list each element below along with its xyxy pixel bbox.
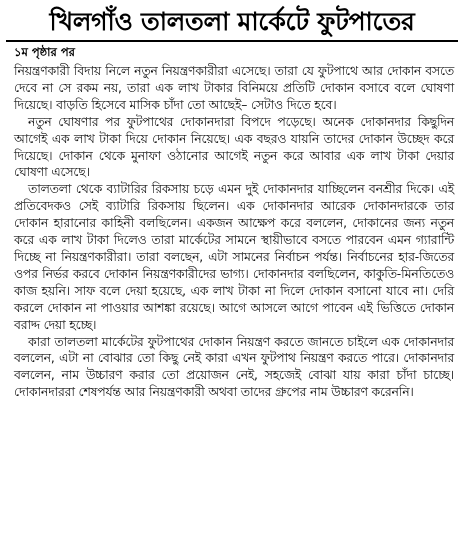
headline: খিলগাঁও তালতলা মার্কেটে ফুটপাতের [49, 7, 415, 36]
article-body [14, 63, 454, 401]
headline-bar [6, 4, 458, 42]
paragraph-2: নতুন ঘোষণার পর ফুটপাথের দোকানদারা বিপদে পড়েছে। অনেক দোকানদার কিছুদিন আগেই এক লাখ টাকা দিয়ে দোকান নিয়েছে। এক বছরও যায়নি তাদের দোকান উচ্ছেদ করে দিয়েছে। দোকান থেকে মুনাফা ওঠানোর আগেই নতুন করে আবার এক লাখ টাকা দেয়ার ঘোষণা এসেছে। [14, 114, 454, 180]
paragraph-1: নিয়ন্ত্রণকারী বিদায় নিলে নতুন নিয়ন্ত্রণকারীরা এসেছে। তারা যে ফুটপাথে আর দোকান বসতে দেবে না সে রকম নয়, তারা এক লাখ টাকার বিনিময়ে প্রতিটি দোকান বসাবে বলে ঘোষণা দিয়েছে। বাড়তি হিসেবে মাসিক চাঁদা তো আছেই– সেটাও দিতে হবে। [14, 64, 454, 112]
continuation-label: ১ম পৃষ্ঠার পর [14, 45, 75, 59]
paragraph-4: কারা তালতলা মার্কেটের ফুটপাথের দোকান নিয়ন্ত্রণ করতে জানতে চাইলে এক দোকানদার বললেন, এটা না বোঝার তো কিছু নেই কারা এখন ফুটপাথ নিয়ন্ত্রণ করতে পারে। দোকানদার বললেন, নাম উচ্চারণ করার তো প্রয়োজন নেই, সহজেই বোঝা যায় কারা চাঁদা চাচ্ছে। দোকানদাররা শেষপর্যন্ত আর নিয়ন্ত্রণকারী অথবা তাদের গ্রুপের নাম উচ্চারণ করেননি। [14, 334, 454, 400]
paragraph-3: তালতলা থেকে ব্যাটারির রিকসায় চড়ে এমন দুই দোকানদার যাচ্ছিলেন বনশ্রীর দিকে। এই প্রতিবেদকও সেই ব্যাটারি রিকসায় ছিলেন। এক দোকানদার আরেক দোকানদারকে তার দোকান হারানোর কাহিনী বলছিলেন। একজন আক্ষেপ করে বললেন, দোকানের জন্য নতুন করে এক লাখ টাকা দিলেও তারা মার্কেটের সামনে স্থায়ীভাবে বসতে পারবেন এমন গ্যারান্টি দিচ্ছে না নিয়ন্ত্রণকারীরা। তারা বলছেন, এটা সামনের নির্বাচন পর্যন্ত। নির্বাচনের হার-জিতের ওপর নির্ভর করবে দোকান নিয়ন্ত্রণকারীদের ভাগ্য। দোকানদার বলছিলেন, কাকুতি-মিনতিতেও কাজ হয়নি। সাফ বলে দেয়া হয়েছে, এক লাখ টাকা না দিলে দোকান বসানো যাবে না। দেরি করলে দোকান না পাওয়ার আশঙ্কা রয়েছে। আগে আসলে আগে পাবেন এই ভিত্তিতে দোকান বরাদ্দ দেয়া হচ্ছে। [14, 182, 454, 332]
